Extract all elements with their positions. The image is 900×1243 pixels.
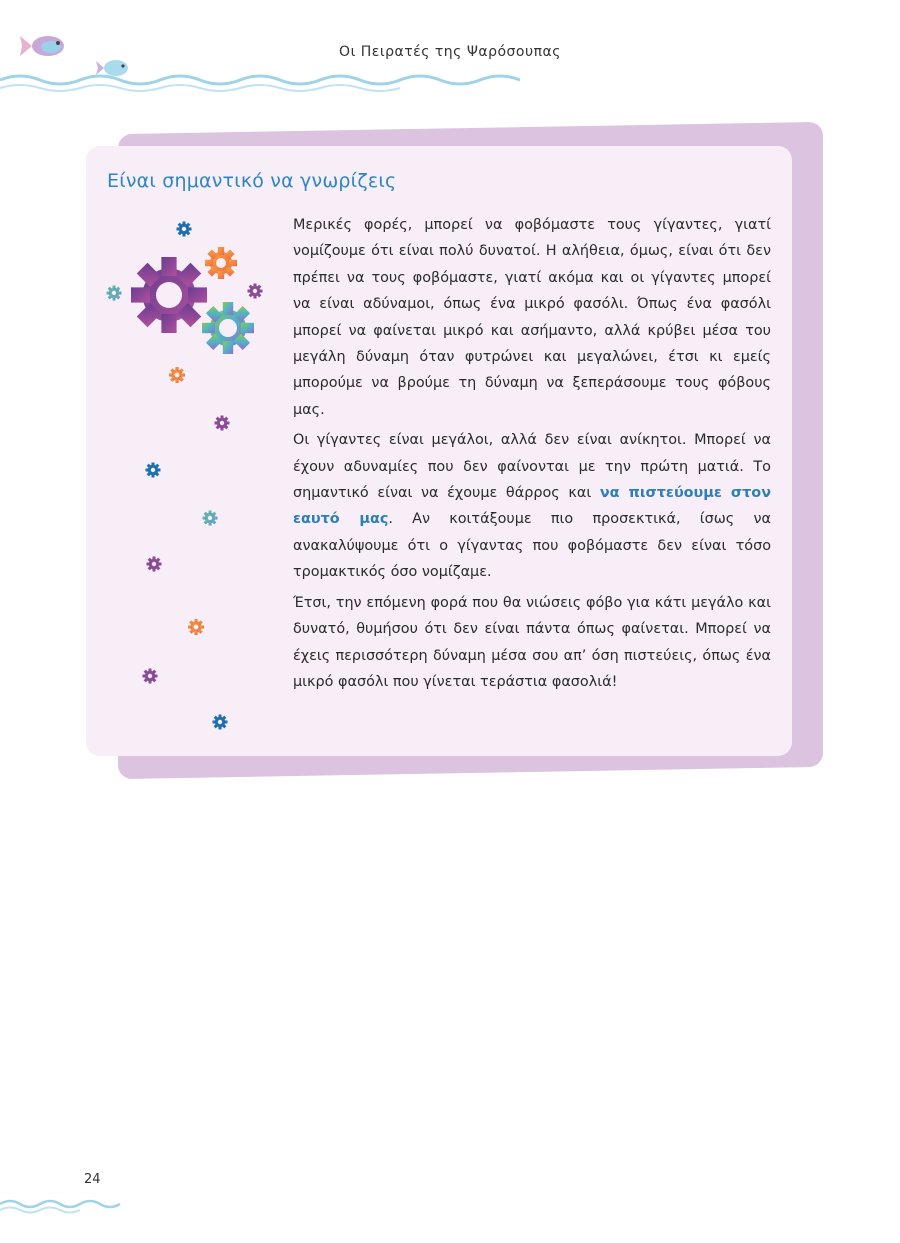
wave-decoration — [0, 58, 520, 98]
gears-illustration — [100, 210, 280, 730]
book-title: Οι Πειρατές της Ψαρόσουπας — [339, 44, 561, 60]
box-body — [293, 212, 771, 699]
paragraph-2-text-end: . Αν κοιτάξουμε πιο προσεκτικά, ίσως να ανακαλύψουμε ότι ο γίγαντας που φοβόμαστε δεν είναι τόσο τρομακτικός όσο νομίζαμε. — [293, 511, 771, 581]
paragraph-1: Μερικές φορές, μπορεί να φοβόμαστε τους γίγαντες, γιατί νομίζουμε ότι είναι πολύ δυνατοί. Η αλήθεια, όμως, είναι ότι δεν πρέπει να τους φοβόμαστε, γιατί ακόμα και οι γίγαντες μπορεί να είναι αδύναμοι, όπως ένα μικρό φασόλι. Όπως ένα φασόλι μπορεί να φαίνεται μικρό και ασήμαντο, αλλά κρύβει μέσα του μεγάλη δύναμη όταν φυτρώνει και μεγαλώνει, έτσι κι εμείς μπορούμε να βρούμε τη δύναμη να ξεπεράσουμε τους φόβους μας. — [293, 217, 771, 418]
wave-decoration — [0, 1190, 130, 1220]
paragraph-3: Έτσι, την επόμενη φορά που θα νιώσεις φόβο για κάτι μεγάλο και δυνατό, θυμήσου ότι δεν είναι πάντα όπως φαίνεται. Μπορεί να έχεις περισσότερη δύναμη μέσα σου απ’ όση πιστεύεις, όπως ένα μικρό φασόλι που γίνεται τεράστια φασολιά! — [293, 594, 771, 690]
paragraph-2-text-start: Οι γίγαντες είναι μεγάλοι, αλλά δεν είναι ανίκητοι. Μπορεί να έχουν αδυναμίες που δεν φαίνονται με την πρώτη ματιά. Το σημαντικό είναι να έχουμε θάρρος και — [293, 432, 771, 502]
page-number: 24 — [84, 1172, 101, 1187]
highlighted-phrase: να πιστεύουμε στον εαυτό μας — [293, 485, 771, 528]
paragraph-2 — [293, 427, 771, 585]
box-title: Είναι σημαντικό να γνωρίζεις — [107, 170, 397, 192]
running-header — [0, 44, 900, 60]
